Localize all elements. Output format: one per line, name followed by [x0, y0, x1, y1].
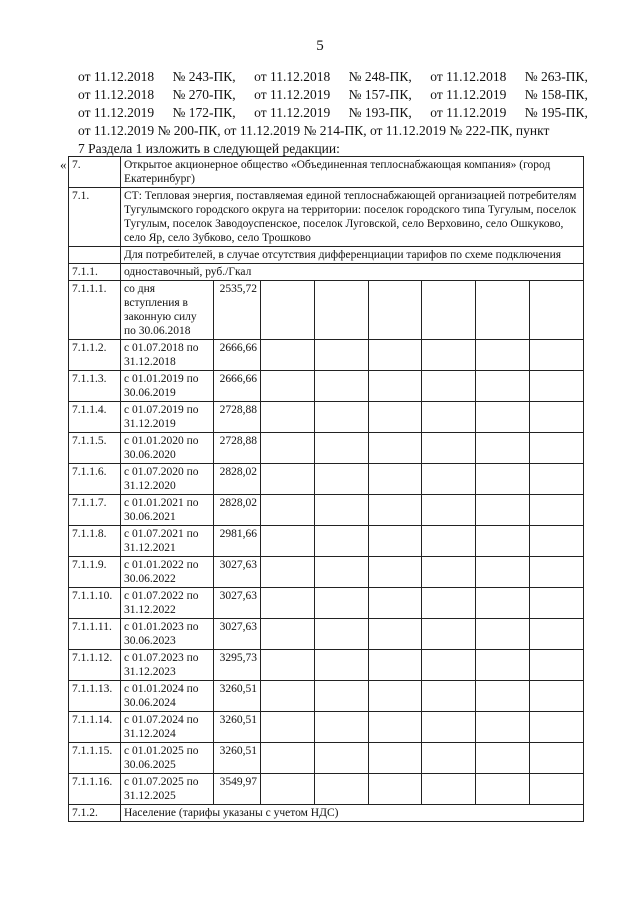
table-row — [69, 774, 584, 805]
row-code-cell: 7.1.1.6. — [69, 464, 121, 495]
empty-cell — [314, 340, 368, 371]
empty-cell — [314, 712, 368, 743]
intro-text: от 11.12.2019 — [430, 105, 507, 120]
row-period-cell: с 01.01.2025 по 30.06.2025 — [121, 743, 214, 774]
empty-cell — [368, 402, 422, 433]
empty-cell — [422, 340, 476, 371]
empty-cell — [261, 774, 315, 805]
empty-cell — [476, 371, 530, 402]
empty-cell — [422, 619, 476, 650]
empty-cell — [261, 712, 315, 743]
row-value-cell: 2828,02 — [214, 464, 261, 495]
table-row — [69, 619, 584, 650]
row-value-cell: 2666,66 — [214, 371, 261, 402]
intro-row — [78, 104, 588, 122]
empty-cell — [314, 402, 368, 433]
table-row-consumers — [69, 247, 584, 264]
table-row — [69, 433, 584, 464]
row-value-cell: 2666,66 — [214, 340, 261, 371]
empty-cell — [261, 464, 315, 495]
empty-cell — [314, 619, 368, 650]
intro-text: от 11.12.2019 — [254, 87, 331, 102]
empty-cell — [422, 712, 476, 743]
table-row — [69, 557, 584, 588]
empty-cell — [368, 588, 422, 619]
empty-cell — [368, 433, 422, 464]
empty-cell — [476, 464, 530, 495]
page-number: 5 — [316, 38, 324, 54]
table-row — [69, 371, 584, 402]
empty-cell — [314, 588, 368, 619]
empty-cell — [476, 281, 530, 340]
intro-text: № 248-ПК, — [348, 69, 412, 84]
empty-cell — [476, 681, 530, 712]
empty-cell — [368, 281, 422, 340]
row-code-cell: 7.1.1.8. — [69, 526, 121, 557]
row-code-cell: 7.1.1.2. — [69, 340, 121, 371]
row-value-cell: 2728,88 — [214, 402, 261, 433]
row-value-cell: 2981,66 — [214, 526, 261, 557]
row-code-cell: 7.1.1.12. — [69, 650, 121, 681]
row-code-cell: 7.1.1.13. — [69, 681, 121, 712]
row-period-cell: с 01.07.2021 по 31.12.2021 — [121, 526, 214, 557]
empty-cell — [261, 433, 315, 464]
row-period-cell: с 01.01.2024 по 30.06.2024 — [121, 681, 214, 712]
empty-cell — [314, 681, 368, 712]
empty-cell — [476, 557, 530, 588]
intro-row — [78, 68, 588, 86]
empty-cell — [422, 588, 476, 619]
service-code-cell: 7.1. — [69, 188, 121, 247]
intro-text: № 263-ПК, — [524, 69, 588, 84]
row-period-cell: с 01.01.2023 по 30.06.2023 — [121, 619, 214, 650]
service-description-cell: СТ: Тепловая энергия, поставляемая единой теплоснабжающей организацией потребителям Тугулымского городского округа на территории: поселок городского типа Тугулым, поселок Тугулым, поселок Заводоуспенское, поселок Луговской, село Верховино, село Ошкуково, село Яр, село Зубково, село Трошково — [121, 188, 584, 247]
row-period-cell: с 01.07.2022 по 31.12.2022 — [121, 588, 214, 619]
table-row — [69, 402, 584, 433]
tariff-table — [68, 156, 584, 822]
row-period-cell: с 01.07.2025 по 31.12.2025 — [121, 774, 214, 805]
empty-cell — [476, 588, 530, 619]
row-code-cell: 7.1.1.4. — [69, 402, 121, 433]
empty-cell — [530, 743, 584, 774]
empty-cell — [476, 526, 530, 557]
row-code-cell: 7.1.1.7. — [69, 495, 121, 526]
empty-cell — [530, 588, 584, 619]
empty-cell — [422, 681, 476, 712]
row-value-cell: 3260,51 — [214, 712, 261, 743]
empty-cell — [261, 371, 315, 402]
empty-cell — [368, 774, 422, 805]
empty-cell — [261, 588, 315, 619]
empty-cell — [314, 557, 368, 588]
row-code-cell: 7.1.1.9. — [69, 557, 121, 588]
empty-cell — [261, 650, 315, 681]
empty-cell — [422, 526, 476, 557]
empty-cell — [530, 464, 584, 495]
intro-text: № 157-ПК, — [348, 87, 412, 102]
table-row — [69, 281, 584, 340]
table-row — [69, 681, 584, 712]
empty-cell — [422, 743, 476, 774]
empty-cell — [530, 650, 584, 681]
empty-cell — [530, 371, 584, 402]
tariff-rows — [69, 281, 584, 805]
empty-cell — [261, 743, 315, 774]
empty-cell — [422, 433, 476, 464]
row-value-cell: 3260,51 — [214, 743, 261, 774]
intro-text: от 11.12.2018 — [78, 69, 155, 84]
empty-cell — [530, 495, 584, 526]
row-code-cell: 7.1.1.11. — [69, 619, 121, 650]
row-code-cell: 7.1.1.10. — [69, 588, 121, 619]
empty-cell — [69, 247, 121, 264]
empty-cell — [314, 774, 368, 805]
empty-cell — [368, 340, 422, 371]
row-value-cell: 2535,72 — [214, 281, 261, 340]
table-row-population — [69, 805, 584, 822]
row-value-cell: 2728,88 — [214, 433, 261, 464]
empty-cell — [314, 281, 368, 340]
empty-cell — [368, 464, 422, 495]
table-row — [69, 464, 584, 495]
row-code-cell: 7.1.1.14. — [69, 712, 121, 743]
empty-cell — [261, 402, 315, 433]
row-period-cell: с 01.07.2024 по 31.12.2024 — [121, 712, 214, 743]
empty-cell — [314, 371, 368, 402]
row-code-cell: 7.1.1.3. — [69, 371, 121, 402]
row-code-cell: 7.1.1.16. — [69, 774, 121, 805]
empty-cell — [476, 402, 530, 433]
opening-quote: « — [60, 157, 67, 172]
table-row — [69, 712, 584, 743]
intro-line-5: 7 Раздела 1 изложить в следующей редакции: — [78, 141, 340, 156]
population-label-cell: Население (тарифы указаны с учетом НДС) — [121, 805, 584, 822]
row-value-cell: 3027,63 — [214, 588, 261, 619]
row-value-cell: 3549,97 — [214, 774, 261, 805]
row-period-cell: со дня вступления в законную силу по 30.06.2018 — [121, 281, 214, 340]
empty-cell — [368, 650, 422, 681]
intro-line-4: от 11.12.2019 № 200-ПК, от 11.12.2019 № 214-ПК, от 11.12.2019 № 222-ПК, пункт — [78, 123, 550, 138]
empty-cell — [261, 619, 315, 650]
empty-cell — [314, 495, 368, 526]
intro-text: № 270-ПК, — [172, 87, 236, 102]
empty-cell — [422, 495, 476, 526]
row-period-cell: с 01.07.2023 по 31.12.2023 — [121, 650, 214, 681]
empty-cell — [422, 650, 476, 681]
row-value-cell: 3027,63 — [214, 619, 261, 650]
empty-cell — [530, 402, 584, 433]
empty-cell — [314, 650, 368, 681]
row-period-cell: с 01.01.2020 по 30.06.2020 — [121, 433, 214, 464]
empty-cell — [422, 464, 476, 495]
row-value-cell: 3295,73 — [214, 650, 261, 681]
empty-cell — [261, 281, 315, 340]
intro-text: от 11.12.2018 — [78, 87, 155, 102]
empty-cell — [476, 774, 530, 805]
table-row — [69, 526, 584, 557]
table-row — [69, 588, 584, 619]
empty-cell — [422, 281, 476, 340]
row-code-cell: 7.1.1.1. — [69, 281, 121, 340]
intro-text: № 158-ПК, — [524, 87, 588, 102]
table-row-service — [69, 188, 584, 247]
intro-text: от 11.12.2019 — [430, 87, 507, 102]
rate-label-cell: одноставочный, руб./Гкал — [121, 264, 584, 281]
row-period-cell: с 01.07.2020 по 31.12.2020 — [121, 464, 214, 495]
intro-text: от 11.12.2018 — [430, 69, 507, 84]
intro-paragraph — [78, 68, 588, 158]
empty-cell — [530, 712, 584, 743]
empty-cell — [368, 619, 422, 650]
empty-cell — [530, 281, 584, 340]
empty-cell — [530, 340, 584, 371]
row-period-cell: с 01.01.2019 по 30.06.2019 — [121, 371, 214, 402]
empty-cell — [530, 681, 584, 712]
empty-cell — [368, 743, 422, 774]
empty-cell — [261, 495, 315, 526]
empty-cell — [261, 681, 315, 712]
empty-cell — [530, 557, 584, 588]
row-value-cell: 2828,02 — [214, 495, 261, 526]
empty-cell — [530, 433, 584, 464]
row-value-cell: 3027,63 — [214, 557, 261, 588]
table-row — [69, 743, 584, 774]
empty-cell — [476, 433, 530, 464]
row-code-cell: 7.1.1.5. — [69, 433, 121, 464]
table-row — [69, 650, 584, 681]
table-row — [69, 340, 584, 371]
consumers-note-cell: Для потребителей, в случае отсутствия дифференциации тарифов по схеме подключения — [121, 247, 584, 264]
empty-cell — [261, 340, 315, 371]
empty-cell — [368, 712, 422, 743]
empty-cell — [314, 526, 368, 557]
empty-cell — [368, 495, 422, 526]
empty-cell — [476, 495, 530, 526]
row-period-cell: с 01.07.2018 по 31.12.2018 — [121, 340, 214, 371]
empty-cell — [422, 557, 476, 588]
empty-cell — [368, 681, 422, 712]
empty-cell — [476, 743, 530, 774]
empty-cell — [314, 464, 368, 495]
intro-text: № 243-ПК, — [172, 69, 236, 84]
empty-cell — [368, 371, 422, 402]
empty-cell — [261, 557, 315, 588]
row-value-cell: 3260,51 — [214, 681, 261, 712]
empty-cell — [314, 743, 368, 774]
org-code-cell: 7. — [69, 157, 121, 188]
table-row — [69, 495, 584, 526]
empty-cell — [530, 526, 584, 557]
empty-cell — [368, 526, 422, 557]
intro-text: от 11.12.2019 — [78, 105, 155, 120]
org-name-cell: Открытое акционерное общество «Объединенная теплоснабжающая компания» (город Екатеринбург) — [121, 157, 584, 188]
intro-text: № 195-ПК, — [524, 105, 588, 120]
intro-text: от 11.12.2019 — [254, 105, 331, 120]
empty-cell — [422, 371, 476, 402]
empty-cell — [476, 650, 530, 681]
empty-cell — [476, 712, 530, 743]
row-period-cell: с 01.01.2022 по 30.06.2022 — [121, 557, 214, 588]
empty-cell — [261, 526, 315, 557]
empty-cell — [368, 557, 422, 588]
empty-cell — [314, 433, 368, 464]
intro-text: № 172-ПК, — [172, 105, 236, 120]
empty-cell — [476, 340, 530, 371]
row-period-cell: с 01.01.2021 по 30.06.2021 — [121, 495, 214, 526]
empty-cell — [530, 774, 584, 805]
empty-cell — [476, 619, 530, 650]
intro-row — [78, 86, 588, 104]
rate-code-cell: 7.1.1. — [69, 264, 121, 281]
intro-text: от 11.12.2018 — [254, 69, 331, 84]
empty-cell — [422, 774, 476, 805]
population-code-cell: 7.1.2. — [69, 805, 121, 822]
intro-text: № 193-ПК, — [348, 105, 412, 120]
empty-cell — [422, 402, 476, 433]
row-period-cell: с 01.07.2019 по 31.12.2019 — [121, 402, 214, 433]
row-code-cell: 7.1.1.15. — [69, 743, 121, 774]
table-row-org — [69, 157, 584, 188]
empty-cell — [530, 619, 584, 650]
table-row-rate — [69, 264, 584, 281]
